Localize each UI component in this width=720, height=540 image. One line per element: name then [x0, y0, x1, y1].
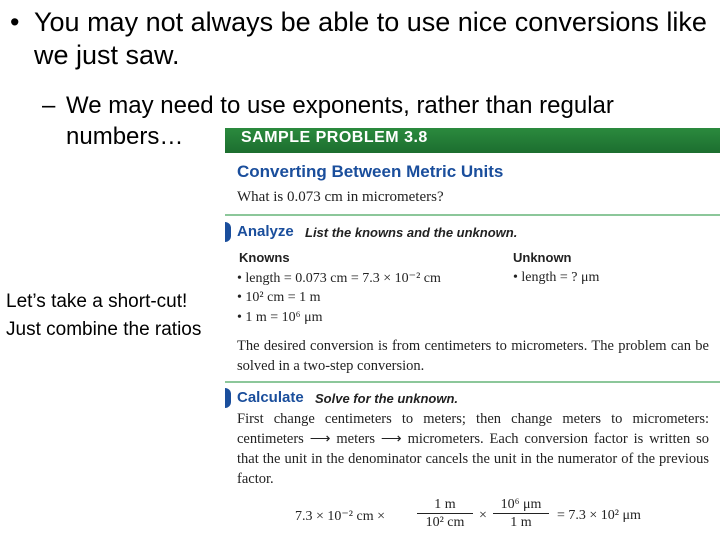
- divider: [225, 214, 720, 216]
- sample-problem-title: SAMPLE PROBLEM 3.8: [241, 129, 428, 146]
- bullet-text-1: You may not always be able to use nice conversions like we just saw.: [34, 7, 707, 70]
- calculate-subtitle: Solve for the unknown.: [315, 391, 459, 406]
- note-line-1: Let’s take a short-cut!: [6, 291, 188, 312]
- sample-problem-header: [225, 128, 720, 153]
- known-item-1: • length = 0.073 cm = 7.3 × 10⁻² cm: [237, 271, 441, 286]
- sub-bullet-text: We may need to use exponents, rather than regular numbers…: [66, 92, 614, 150]
- note-line-2: Just combine the ratios: [6, 319, 202, 340]
- fraction-1-numerator: 1 m: [417, 496, 473, 514]
- equation-lead: 7.3 × 10⁻² cm ×: [295, 509, 385, 524]
- times-symbol: ×: [479, 508, 487, 523]
- knowns-heading: Knowns: [239, 250, 290, 265]
- fraction-2-numerator: 10⁶ μm: [493, 496, 549, 514]
- analyze-step-marker: [225, 222, 231, 242]
- unknown-heading: Unknown: [513, 250, 572, 265]
- problem-subtitle: Converting Between Metric Units: [237, 162, 504, 181]
- calculate-paragraph: First change centimeters to meters; then change meters to micrometers: centimeters ⟶ meters ⟶ micrometers. Each conversion factor is written so that the unit in the denominator cancels the unit in the numerator of the previous factor.: [237, 411, 709, 487]
- equation-result: = 7.3 × 10² μm: [557, 508, 641, 523]
- sub-bullet-marker: –: [42, 92, 56, 119]
- unknown-item-1: • length = ? μm: [513, 270, 600, 285]
- divider: [225, 381, 720, 383]
- known-item-2: • 10² cm = 1 m: [237, 290, 321, 305]
- calculate-step-marker: [225, 388, 231, 408]
- bullet-marker: •: [10, 7, 20, 37]
- known-item-3: • 1 m = 10⁶ μm: [237, 310, 323, 325]
- fraction-2-denominator: 1 m: [510, 515, 532, 530]
- shortcut-note: [6, 288, 236, 344]
- fraction-1-denominator: 10² cm: [425, 515, 465, 530]
- analyze-label: Analyze: [237, 223, 294, 240]
- fraction-2: [493, 496, 549, 531]
- sample-problem-image: [225, 128, 720, 540]
- fraction-1: [417, 496, 473, 531]
- calculate-label: Calculate: [237, 389, 304, 406]
- problem-question: What is 0.073 cm in micrometers?: [237, 189, 444, 205]
- analyze-paragraph: The desired conversion is from centimeters to micrometers. The problem can be solved in a two-step conversion.: [237, 338, 709, 374]
- analyze-subtitle: List the knowns and the unknown.: [305, 225, 518, 240]
